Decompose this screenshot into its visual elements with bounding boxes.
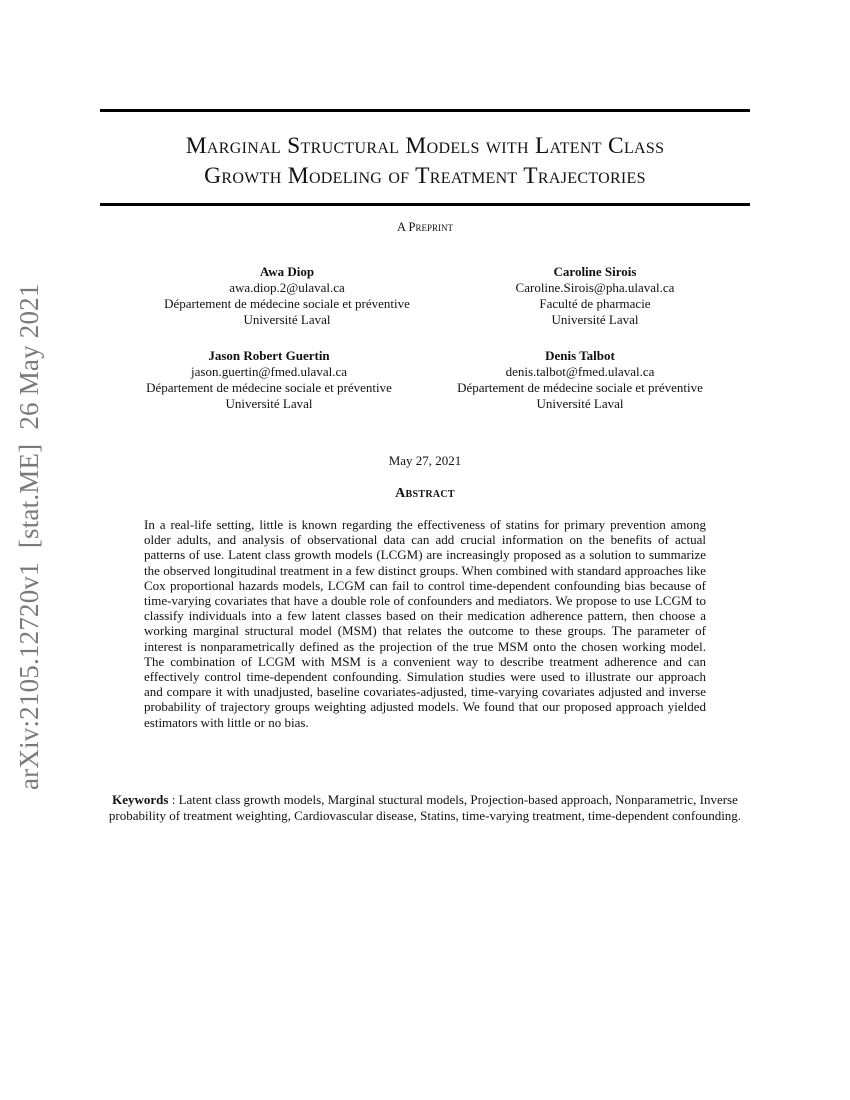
paper-title [100,131,750,191]
author-block [435,264,755,328]
arxiv-id: arXiv:2105.12720v1 [14,562,44,790]
author-name: Awa Diop [259,264,315,279]
author-email[interactable]: jason.guertin@fmed.ulaval.ca [191,364,347,379]
author-block [109,348,429,412]
author-institution: Université Laval [536,396,624,411]
author-email[interactable]: denis.talbot@fmed.ulaval.ca [505,364,655,379]
preprint-label: A Preprint [397,220,453,234]
author-name: Jason Robert Guertin [208,348,330,363]
author-department: Département de médecine sociale et préventive [164,296,410,311]
keywords-separator: : [168,792,179,807]
abstract-heading: Abstract [395,486,455,501]
title-line-2: Growth Modeling of Treatment Trajectories [204,163,646,189]
author-email[interactable]: awa.diop.2@ulaval.ca [229,280,345,295]
arxiv-identifier-stamp [14,269,45,790]
title-rule-bottom [100,203,750,206]
author-block [420,348,740,412]
author-department: Département de médecine sociale et préventive [457,380,703,395]
abstract-text: In a real-life setting, little is known regarding the effectiveness of statins for primary prevention among older adults, and analysis of observational data can add crucial information on the benefits of actual patterns of use. Latent class growth models (LCGM) are increasingly proposed as a solution to summarize the observed longitudinal treatment in a few distinct groups. When combined with standard approaches like Cox proportional hazards models, LCGM can fail to control time-dependent confounding bias because of time-varying covariates that have a double role of confounders and mediators. We propose to use LCGM to classify individuals into a few latent classes based on their medication adherence pattern, then choose a working marginal structural model (MSM) that relates the outcome to these groups. The parameter of interest is nonparametrically defined as the projection of the true MSM onto the chosen working model. The combination of LCGM with MSM is a convenient way to describe treatment adherence and can effectively control time-dependent confounding. Simulation studies were used to illustrate our approach and compare it with unadjusted, baseline covariates-adjusted, time-varying covariates adjusted and inverse probability of trajectory groups weighting adjusted models. We found that our proposed approach yielded estimators with little or no bias. [144,517,706,730]
title-rule-top [100,109,750,112]
paper-date: May 27, 2021 [388,453,462,468]
keywords-text: Latent class growth models, Marginal stuctural models, Projection-based approach, Nonparametric, Inverse probability of treatment weighting, Cardiovascular disease, Statins, time-varying treatment, time-dependent confounding. [108,792,742,823]
author-name: Caroline Sirois [553,264,637,279]
author-block [127,264,447,328]
author-name: Denis Talbot [545,348,615,363]
keywords-block [100,792,750,823]
title-line-1: Marginal Structural Models with Latent Class [185,133,665,159]
author-department: Faculté de pharmacie [539,296,651,311]
keywords-label: Keywords [112,792,169,807]
arxiv-date: 26 May 2021 [14,283,44,430]
arxiv-category: [stat.ME] [14,443,44,549]
author-institution: Université Laval [551,312,639,327]
author-institution: Université Laval [225,396,313,411]
author-email[interactable]: Caroline.Sirois@pha.ulaval.ca [515,280,675,295]
author-department: Département de médecine sociale et préventive [146,380,392,395]
author-institution: Université Laval [243,312,331,327]
